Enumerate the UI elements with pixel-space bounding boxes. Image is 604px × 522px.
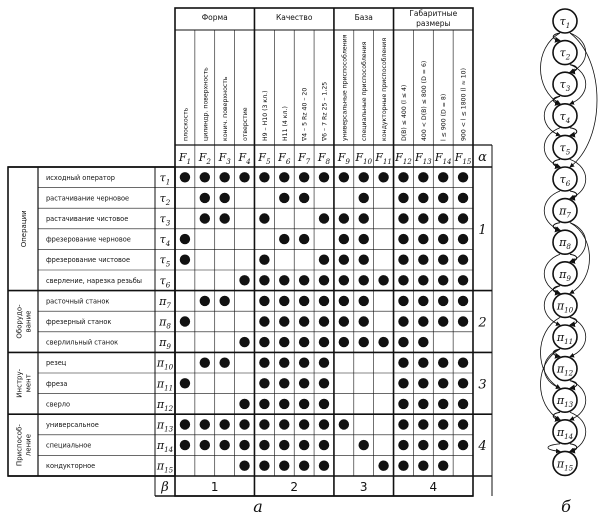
graph-node-label: $\pi_8$ [559,236,571,252]
graph-node-label: $\pi_9$ [559,267,571,283]
matrix-dot [458,234,468,244]
matrix-dot [299,337,309,347]
graph-node-label: $\pi_7$ [559,204,571,220]
graph-node-label: $\pi_{11}$ [556,331,574,346]
matrix-dot [339,213,349,223]
row-label: растачивание черновое [46,194,130,203]
matrix-dot [438,419,448,429]
graph-node-label: $\tau_5$ [559,141,571,157]
matrix-dot [180,440,190,450]
matrix-dot [299,296,309,306]
alpha-header: α [478,150,487,165]
group-header-2: Качество [275,13,313,22]
graph-node-label: $\pi_{15}$ [556,457,574,473]
alpha-value-1: 1 [478,222,487,238]
matrix-dot [319,296,329,306]
graph-node-label: $\pi_{14}$ [556,425,574,441]
panel-b-label: б [561,497,571,516]
panel-a-label: а [253,497,263,516]
row-symbol: $\pi_{14}$ [156,439,174,455]
matrix-dot [299,440,309,450]
matrix-dot [398,316,408,326]
row-symbol: $\pi_{10}$ [156,356,174,372]
matrix-dot [319,316,329,326]
matrix-dot [279,172,289,182]
matrix-dot [259,419,269,429]
row-label: фреза [46,379,68,388]
row-label: растачивание чистовое [46,215,129,223]
matrix-dot [398,399,408,409]
matrix-dot [200,440,210,450]
alpha-value-4: 4 [478,439,487,455]
matrix-dot [398,172,408,182]
matrix-dot [259,172,269,182]
matrix-dot [279,337,289,347]
category-label-3: мент [24,374,33,393]
matrix-dot [299,419,309,429]
row-symbol: $\pi_9$ [159,336,171,352]
group-header-3: База [354,13,373,22]
matrix-dot [259,296,269,306]
matrix-dot [418,399,428,409]
matrix-dot [378,461,388,471]
row-symbol: $\pi_{11}$ [156,377,174,393]
feature-desc-f1: плоскость [182,107,190,141]
group-header-1: Форма [201,13,228,22]
matrix-dot [418,461,428,471]
matrix-dot [398,358,408,368]
matrix-dot [259,316,269,326]
row-label: сверлильный станок [46,338,119,347]
matrix-dot [438,399,448,409]
matrix-dot [239,172,249,182]
beta-value-2: 2 [290,480,299,494]
row-label: специальное [46,441,92,450]
matrix-dot [200,172,210,182]
matrix-dot [359,172,369,182]
matrix-dot [339,234,349,244]
row-symbol: $\pi_{12}$ [156,397,174,413]
matrix-dot [339,316,349,326]
matrix-dot [239,399,249,409]
graph-node-label: $\tau_6$ [559,173,571,188]
feature-code-f4: $F_4$ [238,151,251,166]
matrix-dot [200,193,210,203]
feature-code-f11: $F_{11}$ [375,151,392,166]
matrix-dot [418,275,428,285]
matrix-dot [299,193,309,203]
matrix-dot [398,440,408,450]
matrix-dot [418,378,428,388]
matrix-dot [200,213,210,223]
matrix-dot [219,358,229,368]
graph-edge [570,128,577,136]
matrix-dot [279,461,289,471]
matrix-dot [319,461,329,471]
category-label-4: Приспособ- [15,424,24,467]
matrix-dot [219,213,229,223]
row-symbol: $\tau_5$ [159,253,171,269]
matrix-dot [299,358,309,368]
matrix-dot [458,255,468,265]
matrix-dot [418,316,428,326]
matrix-dot [319,213,329,223]
matrix-dot [299,399,309,409]
matrix-dot [418,255,428,265]
matrix-dot [458,399,468,409]
matrix-dot [259,378,269,388]
row-symbol: $\pi_{15}$ [156,459,174,475]
beta-label: β [161,480,169,495]
matrix-dot [279,440,289,450]
matrix-dot [438,358,448,368]
matrix-dot [339,296,349,306]
graph-node-label: $\pi_{10}$ [556,299,574,315]
matrix-dot [458,440,468,450]
matrix-dot [398,275,408,285]
feature-code-f8: $F_8$ [317,151,331,166]
matrix-dot [438,213,448,223]
feature-desc-f15: 900 < l ≤ 1800 (l ≈ 10) [460,67,468,141]
matrix-dot [359,193,369,203]
feature-code-f1: $F_1$ [178,151,192,166]
feature-code-f6: $F_6$ [278,151,291,166]
matrix-dot [180,419,190,429]
matrix-dot [319,337,329,347]
matrix-dot [279,399,289,409]
matrix-dot [259,440,269,450]
matrix-dot [180,378,190,388]
matrix-dot [259,358,269,368]
row-symbol: $\tau_4$ [159,233,171,249]
matrix-dot [359,234,369,244]
row-symbol: $\tau_3$ [159,212,171,228]
row-label: фрезерование черновое [46,235,131,244]
matrix-dot [398,419,408,429]
feature-code-f2: $F_2$ [198,151,211,166]
matrix-dot [239,275,249,285]
feature-code-f15: $F_{15}$ [454,151,472,166]
matrix-dot [418,337,428,347]
alpha-value-2: 2 [478,315,487,331]
matrix-dot [299,461,309,471]
matrix-dot [458,275,468,285]
matrix-dot [299,275,309,285]
matrix-dot [398,193,408,203]
feature-desc-f4: отверстие [242,107,250,141]
feature-desc-f13: 400 < D(B) ≤ 800 (D = 6) [420,60,428,141]
feature-code-f3: $F_3$ [218,151,231,166]
category-label-1: Операции [20,210,28,248]
matrix-dot [239,419,249,429]
matrix-dot [458,419,468,429]
matrix-dot [438,255,448,265]
matrix-dot [418,440,428,450]
matrix-dot [219,172,229,182]
matrix-dot [259,275,269,285]
feature-code-f5: $F_5$ [258,151,271,166]
feature-desc-f10: специальные приспособления [361,41,369,141]
feature-desc-f8: ∇6 – 7 Rz 25 – 1,25 [321,81,329,141]
graph-edge [548,444,560,452]
matrix-dot [279,419,289,429]
matrix-dot [438,461,448,471]
feature-desc-f2: цилиндр. поверхность [202,67,210,141]
feature-code-f13: $F_{13}$ [414,151,432,166]
row-symbol: $\tau_1$ [159,171,171,187]
row-symbol: $\pi_8$ [159,315,171,331]
matrix-dot [279,316,289,326]
matrix-dot [398,461,408,471]
feature-desc-f5: H9 – H10 (3 кл.) [261,90,269,141]
matrix-dot [319,255,329,265]
matrix-dot [458,296,468,306]
beta-value-1: 1 [210,480,219,494]
matrix-dot [458,358,468,368]
matrix-dot [319,399,329,409]
matrix-dot [299,172,309,182]
matrix-dot [180,234,190,244]
matrix-dot [418,172,428,182]
matrix-dot [259,461,269,471]
matrix-dot [418,213,428,223]
matrix-dot [458,316,468,326]
matrix-dot [418,358,428,368]
graph-node-label: $\tau_3$ [559,78,571,94]
matrix-dot [398,213,408,223]
matrix-dot [458,172,468,182]
matrix-dot [418,234,428,244]
feature-desc-f9: универсальные приспособления [341,34,349,141]
matrix-dot [339,275,349,285]
matrix-dot [438,275,448,285]
matrix-dot [319,378,329,388]
matrix-dot [279,296,289,306]
matrix-dot [398,337,408,347]
matrix-dot [378,172,388,182]
matrix-dot [239,461,249,471]
matrix-dot [359,296,369,306]
feature-code-f10: $F_{10}$ [355,151,373,166]
matrix-dot [438,378,448,388]
row-label: фрезерование чистовое [46,256,130,265]
row-label: резец [46,359,67,368]
beta-value-3: 3 [359,480,368,494]
feature-desc-f7: ∇4 – 5 Rz 40 – 20 [301,87,309,141]
matrix-dot [279,275,289,285]
matrix-dot [378,337,388,347]
matrix-dot [299,234,309,244]
row-symbol: $\pi_7$ [159,294,171,310]
matrix-dot [398,378,408,388]
matrix-dot [339,172,349,182]
matrix-dot [319,419,329,429]
matrix-dot [398,234,408,244]
category-label-4: ление [24,433,33,457]
matrix-dot [339,255,349,265]
matrix-dot [219,193,229,203]
matrix-dot [299,316,309,326]
matrix-dot [279,378,289,388]
matrix-dot [438,296,448,306]
row-label: универсальное [46,421,99,429]
alpha-value-3: 3 [478,377,487,393]
matrix-dot [259,399,269,409]
matrix-dot [418,419,428,429]
matrix-dot [200,358,210,368]
feature-desc-f14: l ≤ 900 (D = 8) [440,93,448,141]
category-label-3: Инстру- [15,368,24,398]
matrix-dot [339,337,349,347]
matrix-dot [319,358,329,368]
matrix-dot [180,255,190,265]
feature-desc-f6: H11 (4 кл.) [281,106,289,141]
feature-code-f14: $F_{14}$ [434,151,452,166]
matrix-dot [438,193,448,203]
matrix-dot [418,193,428,203]
matrix-dot [359,337,369,347]
matrix-dot [359,316,369,326]
graph-node-label: $\tau_4$ [559,109,571,125]
matrix-dot [438,316,448,326]
feature-desc-f11: кондукторные приспособления [381,37,389,141]
matrix-dot [299,378,309,388]
matrix-dot [219,296,229,306]
row-label: расточный станок [46,297,110,306]
row-symbol: $\pi_{13}$ [156,418,174,434]
matrix-dot [378,275,388,285]
feature-desc-f3: конич. поверхность [222,76,230,141]
matrix-dot [239,337,249,347]
matrix-dot [319,440,329,450]
matrix-dot [458,193,468,203]
matrix-dot [259,213,269,223]
group-header-4: Габаритные [409,9,458,18]
matrix-dot [180,316,190,326]
matrix-dot [359,255,369,265]
matrix-dot [319,172,329,182]
row-label: фрезерный станок [46,318,112,326]
matrix-dot [398,255,408,265]
graph-node-label: $\tau_2$ [559,46,571,62]
category-label-2: Оборудо- [15,304,24,339]
feature-code-f7: $F_7$ [298,151,311,166]
matrix-dot [279,193,289,203]
matrix-dot [458,213,468,223]
matrix-dot [259,337,269,347]
matrix-dot [359,213,369,223]
matrix-dot [219,440,229,450]
graph-node-label: $\tau_1$ [559,15,571,30]
matrix-dot [239,440,249,450]
feature-matrix-table [8,8,492,496]
matrix-dot [279,358,289,368]
matrix-dot [259,255,269,265]
feature-desc-f12: D(B) ≤ 400 (l ≤ 4) [400,84,408,141]
matrix-dot [398,296,408,306]
feature-code-f9: $F_9$ [337,151,350,166]
matrix-dot [279,234,289,244]
matrix-dot [180,172,190,182]
matrix-dot [458,378,468,388]
row-label: сверление, нарезка резьбы [46,276,142,285]
graph-node-label: $\pi_{12}$ [556,362,574,378]
feature-code-f12: $F_{12}$ [395,151,412,166]
matrix-dot [438,440,448,450]
row-label: кондукторное [46,462,96,471]
matrix-dot [438,234,448,244]
row-label: исходный оператор [46,173,115,182]
matrix-dot [219,419,229,429]
graph-node-label: $\pi_{13}$ [556,394,574,410]
row-label: сверло [46,400,71,409]
matrix-dot [200,296,210,306]
matrix-dot [359,440,369,450]
matrix-dot [200,419,210,429]
row-symbol: $\tau_2$ [159,191,171,207]
matrix-dot [359,275,369,285]
matrix-dot [438,172,448,182]
row-symbol: $\tau_6$ [159,274,171,290]
group-header-4: размеры [416,19,451,28]
matrix-dot [319,275,329,285]
beta-value-4: 4 [429,480,438,494]
matrix-dot [418,296,428,306]
structure-graph [541,9,598,475]
category-label-2: вание [24,310,33,333]
matrix-dot [339,419,349,429]
